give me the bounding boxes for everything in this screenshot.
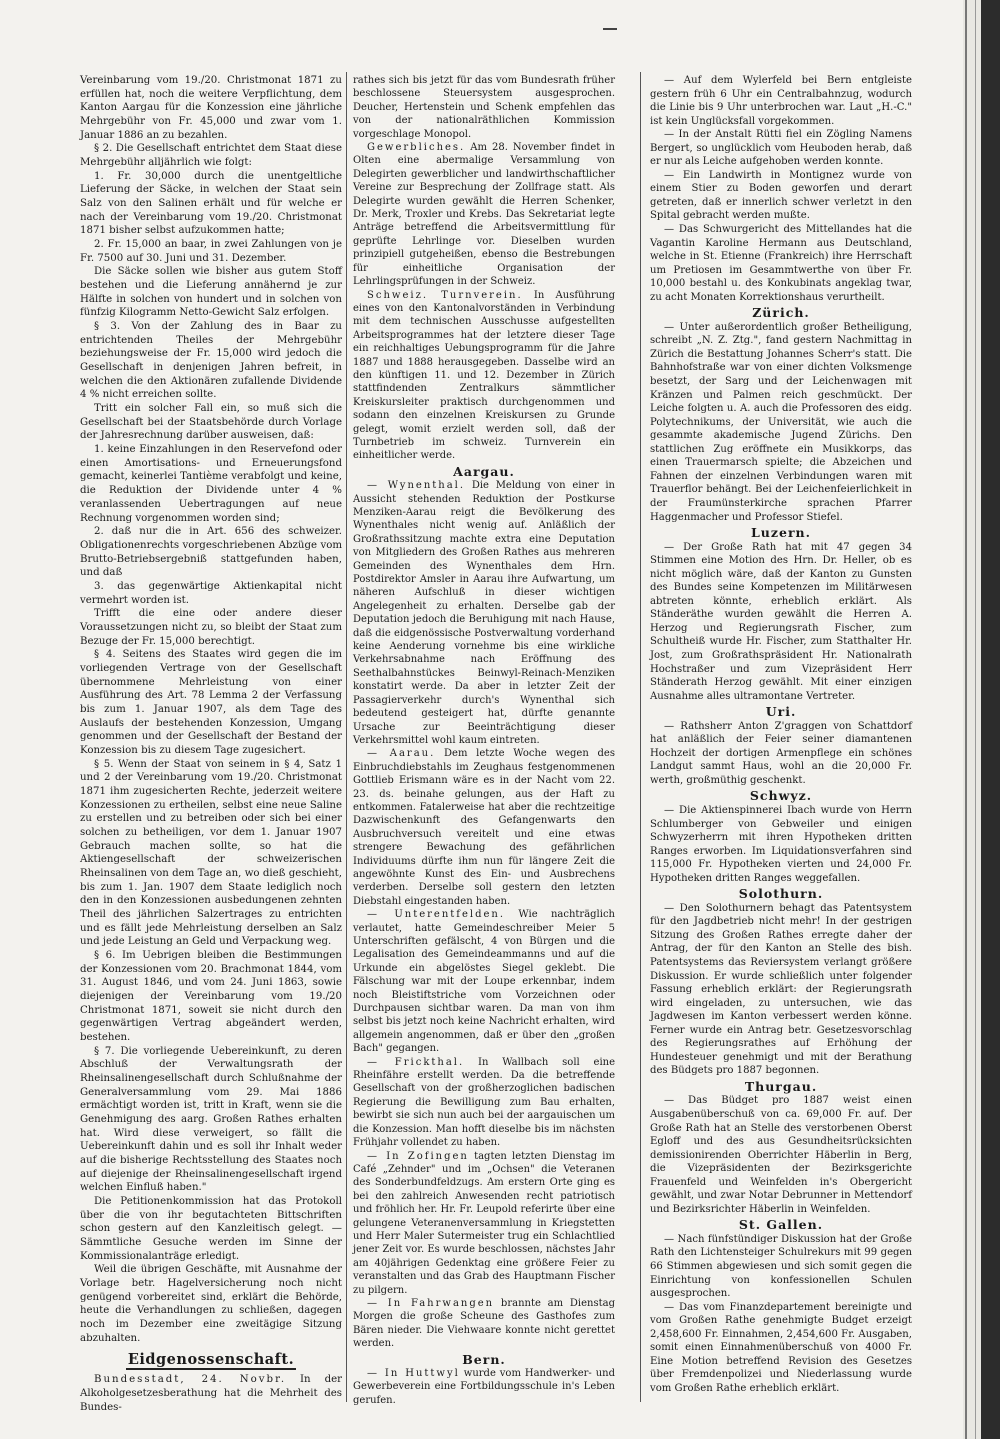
paragraph: — Ein Landwirth in Montignez wurde von einem Stier zu Boden geworfen und derart getreten, daß er innerlich schwer verletzt in den Spital gebracht werden mußte. bbox=[650, 169, 912, 222]
lead: Schweiz. Turnverein. bbox=[367, 289, 523, 301]
paragraph-text: In Wallbach soll eine Rheinfähre erstellt werden. Da die betreffende Gesellschaft von der großherzoglichen badischen Regierung die Bewilligung zum Bau erhalten, bewirbt sie sich nun auch bei der aargauischen um die Konzession. Man hofft dieselbe bis im nächsten Frühjahr vollendet zu haben. bbox=[353, 1056, 615, 1149]
paragraph: — In der Anstalt Rütti fiel ein Zögling Namens Bergert, so unglücklich vom Heuboden herab, daß er nur als Leiche aufgehoben werden konnte. bbox=[650, 129, 912, 168]
column-right bbox=[650, 74, 912, 1396]
column-rule-right bbox=[640, 72, 641, 1402]
dateline: Bundesstadt, 24. Novbr. bbox=[94, 1374, 287, 1386]
paragraph: § 5. Wenn der Staat von seinem in § 4, Satz 1 und 2 der Vereinbarung vom 19./20. Christmonat 1871 ihm zugesicherten Rechte, jederzeit weitere Konzessionen zu ertheilen, selbst eine neue Saline zu erstellen und zu betreiben oder sich bei einer solchen zu betheiligen, vor dem 1. Januar 1907 Gebrauch machen sollte, so hat die Aktiengesellschaft der schweizerischen Rheinsalinen von dem Tage an, wo dieß geschieht, bis zum 1. Jan. 1907 dem Staate lediglich noch den in den Konzessionen ausbedungenen zehnten Theil des jährlichen Salzertrages zu entrichten und es fällt jede Mehrleistung derselben an Salz und jede Leistung an Geld und Verpackung weg. bbox=[80, 758, 342, 948]
lead: Gewerbliches. bbox=[367, 142, 466, 154]
paragraph: 2. daß nur die in Art. 656 des schweizer. Obligationenrechts vorgeschriebenen Abzüge vom Brutto-Betriebsergebniß stattgefunden haben, und daß bbox=[80, 526, 342, 579]
paragraph: 2. Fr. 15,000 an baar, in zwei Zahlungen von je Fr. 7500 auf 30. Juni und 31. Dezember. bbox=[80, 239, 342, 264]
lead: — In Huttwyl bbox=[367, 1368, 460, 1379]
paragraph: rathes sich bis jetzt für das vom Bundesrath früher beschlossene Steuersystem ausgesprochen. Deucher, Hertenstein und Schenk empfehlen das von der nationalräthlichen Kommission vorgeschlage Monopol. bbox=[353, 75, 615, 140]
paragraph: — Die Aktienspinnerei Ibach wurde von Herrn Schlumberger von Gebweiler und einigen Schwyzerherrn mit ihren Hypotheken dritten Ranges erworben. Im Liquidationsverfahren sind 115,000 Fr. Hypotheken vierten und 24,000 Fr. Hypotheken dritten Ranges weggefallen. bbox=[650, 804, 912, 884]
paragraph: 3. das gegenwärtige Aktienkapital nicht vermehrt worden ist. bbox=[80, 580, 342, 606]
paragraph-text: brannte am Dienstag Morgen die große Scheune des Gasthofes zum Bären nieder. Die Viehwaare konnte nicht gerettet werden. bbox=[353, 1297, 615, 1350]
paragraph: Die Petitionenkommission hat das Protokoll über die von ihr begutachteten Bittschriften schon gestern auf den Kanzleitisch gelegt. — Sämmtliche Gesuche werden im Sinne der Kommissionalanträge erledigt. bbox=[80, 1196, 342, 1262]
paragraph bbox=[353, 747, 615, 908]
top-mark bbox=[603, 28, 617, 30]
paragraph bbox=[353, 479, 615, 747]
paragraph: Die Säcke sollen wie bisher aus gutem Stoff bestehen und die Lieferung annähernd je zur Hälfte in solchen von hundert und in solchen von fünfzig Kilogramm Netto-Gewicht Salz erfolgen. bbox=[80, 266, 342, 319]
column-left bbox=[80, 74, 342, 1414]
edge-line bbox=[975, 0, 976, 1439]
paragraph: — Rathsherr Anton Z'graggen von Schattdorf hat anläßlich der Feier seiner diamantenen Hochzeit der dortigen Armenpflege ein schönes Landgut sammt Haus, wohl an die 20,000 Fr. werth, großmüthig geschenkt. bbox=[650, 720, 912, 786]
paragraph bbox=[353, 908, 615, 1055]
paragraph: § 6. Im Uebrigen bleiben die Bestimmungen der Konzessionen vom 20. Brachmonat 1844, vom 31. August 1846, und vom 24. Juni 1863, sowie diejenigen der Vereinbarung vom 19./20 Christmonat 1871, soweit sie nicht durch den gegenwärtigen Vertrag abgeändert werden, bestehen. bbox=[80, 950, 342, 1044]
paragraph: Weil die übrigen Geschäfte, mit Ausnahme der Vorlage betr. Hagelversicherung noch nicht genügend vorbereitet sind, erklärt die Behörde, heute die Verhandlungen zu schließen, dagegen noch im Dezember eine zweitägige Sitzung abzuhalten. bbox=[80, 1264, 342, 1344]
lead: — In Zofingen bbox=[367, 1150, 469, 1162]
paragraph-text: tagten letzten Dienstag im Café „Zehnder" und im „Ochsen" die Veteranen des Sonderbundfeldzugs. Am erstern Orte ging es bei den zahlreich Anwesenden recht patriotisch und fröhlich her. Hr. Fr. Leupold referirte über eine gelungene Veteranenversammlung in Kriegstetten und Herr Maler Sutermeister trug ein Schlachtlied jener Zeit vor. Es wurde beschlossen, nächstes Jahr am 40jährigen Gedenktag eine größere Feier zu veranstalten und das Grab des Hauptmann Fischer zu pilgern. bbox=[353, 1150, 615, 1296]
paragraph-text: Dem letzte Woche wegen des Einbruchdiebstahls im Zeughaus festgenommenen Gottlieb Erismann wäre es in der Nacht vom 22. 23. ds. beinahe gelungen, aus der Haft zu entkommen. Fatalerweise hat aber die rechtzeitige Dazwischenkunft des Gefangenwarts den Ausbruchversuch vereitelt und eine etwas strengere Bewachung des gefährlichen Individuums dürfte ihm nun für längere Zeit die angewöhnte Kunst des Ein- und Ausbrechens verderben. Derselbe soll gestern den letzten Diebstahl eingestanden haben. bbox=[353, 748, 615, 907]
lead: — Aarau. bbox=[367, 748, 436, 760]
paragraph-text: Wie nachträglich verlautet, hatte Gemeindeschreiber Meier 5 Unterschriften gefälscht, 4 von Bürgen und die Legalisation des Gemeindeammanns und auf die Urkunde ein abgelöstes Siegel geklebt. Die Fälschung war mit der Loupe erkennbar, indem noch Bleistiftstriche vom Vorzeichnen oder Durchpausen sichtbar waren. Da man von ihm selbst bis jetzt noch keine Nachricht erhalten, wird allgemein angenommen, daß er über den „großen Bach" gegangen. bbox=[353, 909, 615, 1055]
paragraph bbox=[353, 1367, 615, 1407]
paragraph: Trifft die eine oder andere dieser Voraussetzungen nicht zu, so bleibt der Staat zum Bezuge der Fr. 15,000 berechtigt. bbox=[80, 608, 342, 647]
paragraph: 1. keine Einzahlungen in den Reservefond oder einen Amortisations- und Erneuerungsfond gemacht, keinerlei Tantième verabfolgt und keine, die Reduktion der Dividende unter 4 % veranlassenden Uebertragungen auf neue Rechnung vorgenommen worden sind; bbox=[80, 444, 342, 524]
canton-heading: Aargau. bbox=[453, 463, 515, 479]
paragraph: — Der Große Rath hat mit 47 gegen 34 Stimmen eine Motion des Hrn. Dr. Heller, ob es nicht möglich wäre, daß der Kanton zu Gunsten des Bundes seine Kompetenzen im Militärwesen abtreten könnte, erheblich erklärt. Als Ständeräthe wurden gewählt die Herren A. Herzog und Regierungsrath Fischer, zum Schultheiß wurde Hr. Fischer, zum Statthalter Hr. Jost, zum Großrathspräsident Hr. Nationalrath Hochstraßer und zum Vizepräsident Herr Ständerath Herzog gewählt. Mit einer einzigen Ausnahme alles ultramontane Vertreter. bbox=[650, 541, 912, 702]
paragraph: Tritt ein solcher Fall ein, so muß sich die Gesellschaft bei der Staatsbehörde durch Vorlage der Jahresrechnung darüber ausweisen, daß: bbox=[80, 403, 342, 442]
paragraph: § 4. Seitens des Staates wird gegen die im vorliegenden Vertrage von der Gesellschaft übernommene Mehrleistung von einer Ausführung des Art. 78 Lemma 2 der Verfassung bis zum 1. Januar 1907, als dem Tage des Auslaufs der bestehenden Konzession, Umgang genommen und der Gesellschaft der Bestand der Konzession bis zu diesem Tage zugesichert. bbox=[80, 649, 342, 756]
canton-heading: St. Gallen. bbox=[738, 1217, 824, 1233]
lead: — In Fahrwangen bbox=[367, 1297, 495, 1309]
column-rule-left bbox=[346, 72, 347, 1402]
lead: — Wynenthal. bbox=[367, 480, 466, 492]
lead: — Unterentfelden. bbox=[367, 909, 506, 921]
paragraph-text: wurde vom Handwerker- und Gewerbeverein eine Fortbildungsschule in's Leben gerufen. bbox=[353, 1368, 615, 1406]
paragraph: — Auf dem Wylerfeld bei Bern entgleiste gestern früh 6 Uhr ein Centralbahnzug, wodurch die Linie bis 9 Uhr unterbrochen war. Laut „H.-C." ist kein Unglücksfall vorgekommen. bbox=[650, 75, 912, 127]
paragraph bbox=[353, 1150, 615, 1297]
paragraph bbox=[80, 1373, 342, 1414]
canton-heading: Luzern. bbox=[751, 525, 811, 541]
paragraph-text: In der Alkoholgesetzesberathung hat die Mehrheit des Bundes- bbox=[80, 1374, 342, 1413]
paragraph: — Das vom Finanzdepartement bereinigte und vom Großen Rathe genehmigte Budget erzeigt 2,458,600 Fr. Einnahmen, 2,454,600 Fr. Ausgaben, somit einen Einnahmenüberschuß von 4000 Fr. Eine Motion betreffend Revision des Gesetzes über Fremdenpolizei und Niederlassung wurde vom Großen Rathe erheblich erklärt. bbox=[650, 1301, 912, 1394]
column-middle bbox=[353, 74, 615, 1407]
paragraph-text: Die Meldung von einer in Aussicht stehenden Reduktion der Postkurse Menziken-Aarau reigt die Bevölkerung des Wynenthales nicht wenig auf. Anläßlich der Großrathssitzung machte extra eine Deputation von Mitgliedern des Großen Rathes aus mehreren Gemeinden des Wynenthales dem Hrn. Postdirektor Amsler in Aarau ihre Aufwartung, um näheren Aufschluß in dieser wichtigen Angelegenheit zu erhalten. Derselbe gab der Deputation jedoch die Beruhigung mit nach Hause, daß die eidgenössische Postverwaltung vorderhand keine Aenderung vornehme bis eine wirkliche Verkehrsabnahme nach Eröffnung des Seethalbahnstückes Beinwyl-Reinach-Menziken konstatirt werde. Da aber in letzter Zeit der Passagierverkehr durch's Wynenthal sich bedeutend gesteigert hat, dürfte genannte Ursache zur Beeinträchtigung dieser Verkehrsmittel wohl kaum eintreten. bbox=[353, 480, 615, 746]
paragraph-text: In Ausführung eines von den Kantonalvorständen in Verbindung mit dem technischen Ausschusse aufgestellten Arbeitsprogrammes hat der letztere dieser Tage ein reichhaltiges Uebungsprogramm für die Jahre 1887 und 1888 herausgegeben. Dasselbe wird an den künftigen 11. und 12. Dezember in Zürich stattfindenden Zentralkurs sämmtlicher Kreiskursleiter praktisch durchgenommen und sodann den einzelnen Kreiskursen zu Grunde gelegt, womit erzielt werden soll, daß der Turnbetrieb im schweiz. Turnverein ein einheitlicher werde. bbox=[353, 289, 615, 462]
edge-shadow bbox=[981, 0, 1000, 1439]
canton-heading: Thurgau. bbox=[744, 1078, 818, 1094]
section-heading-text: Eidgenossenschaft. bbox=[127, 1351, 295, 1369]
canton-heading: Schwyz. bbox=[749, 788, 813, 804]
paragraph bbox=[353, 141, 615, 288]
paragraph bbox=[353, 289, 615, 463]
section-heading bbox=[80, 1353, 342, 1367]
paragraph-text: Am 28. November findet in Olten eine abermalige Versammlung von Delegirten gewerblicher und landwirthschaftlicher Vereine zur Besprechung der Zollfrage statt. Als Delegirte wurden gewählt die Herren Schenker, Dr. Merk, Troxler und Krebs. Das Sekretariat legte Anträge betreffend die Arbeitsvermittlung für geprüfte Lehrlinge vor. Dieselben wurden prinzipiell gutgeheißen, ebenso die Bestrebungen für einheitliche Organisation der Lehrlingsprüfungen in der Schweiz. bbox=[353, 142, 615, 288]
paragraph: — Unter außerordentlich großer Betheiligung, schreibt „N. Z. Ztg.", fand gestern Nachmittag in Zürich die Bestattung Johannes Scherr's statt. Die Bahnhofstraße war von einer dichten Volksmenge besetzt, der Sarg und der Leichenwagen mit Kränzen und Palmen reich geschmückt. Der Leiche folgten u. A. auch die Professoren des eidg. Polytechnikums, der Universität, wie auch die gesammte akademische Jugend Zürichs. Den stattlichen Zug eröffnete ein Musikkorps, das einen Trauermarsch spielte; die Abzeichen und Fahnen der einzelnen Verbindungen waren mit Trauerflor behängt. Bei der Leichenfeierlichkeit in der Fraumünsterkirche sprachen Pfarrer Haggenmacher und Professor Stiefel. bbox=[650, 321, 912, 523]
paragraph: § 7. Die vorliegende Uebereinkunft, zu deren Abschluß der Verwaltungsrath der Rheinsalinengesellschaft durch Schlußnahme der Generalversammlung vom 29. Mai 1886 ermächtigt worden ist, tritt in Kraft, wenn sie die Genehmigung des aarg. Großen Rathes erhalten hat. Wird diese verweigert, so fällt die Uebereinkunft dahin und es soll ihr Inhalt weder auf die bisherige Rechtsstellung des Staates noch auf diejenige der Rheinsalinengesellschaft irgend welchen Einfluß haben." bbox=[80, 1045, 342, 1194]
paragraph bbox=[353, 1297, 615, 1351]
paragraph: — Nach fünfstündiger Diskussion hat der Große Rath den Lichtensteiger Schulrekurs mit 99 gegen 66 Stimmen abgewiesen und sich somit gegen die Einrichtung von konfessionellen Schulen ausgesprochen. bbox=[650, 1233, 912, 1300]
paragraph: 1. Fr. 30,000 durch die unentgeltliche Lieferung der Säcke, in welchen der Staat sein Salz von den Salinen erhält und für welche er nach der Vereinbarung vom 19./20. Christmonat 1871 bisher selbst aufzukommen hatte; bbox=[80, 170, 342, 237]
paragraph: § 3. Von der Zahlung des in Baar zu entrichtenden Theiles der Mehrgebühr beziehungsweise der Fr. 15,000 wird jedoch die Gesellschaft in denjenigen Jahren befreit, in welchen die den Aktionären zufallende Dividende 4 % nicht erreichen sollte. bbox=[80, 321, 342, 401]
paragraph: — Das Büdget pro 1887 weist einen Ausgabenüberschuß von ca. 69,000 Fr. auf. Der Große Rath hat an Stelle des verstorbenen Oberst Egloff und des aus Gesundheitsrücksichten demissionirenden Oberrichter Häberlin in Berg, die Vizepräsidenten der Bezirksgerichte Frauenfeld und Weinfelden in's Obergericht gewählt, und zwar Notar Debrunner in Mettendorf und Bezirksrichter Häberlin in Weinfelden. bbox=[650, 1095, 912, 1215]
canton-heading: Zürich. bbox=[752, 305, 810, 321]
lead: — Frickthal. bbox=[367, 1056, 465, 1068]
paragraph: Vereinbarung vom 19./20. Christmonat 1871 zu erfüllen hat, noch die weitere Verpflichtung, dem Kanton Aargau für die Konzession eine jährliche Mehrgebühr von Fr. 45,000 und zwar vom 1. Januar 1886 an zu bezahlen. bbox=[80, 75, 342, 141]
canton-heading: Uri. bbox=[765, 704, 797, 720]
canton-heading: Bern. bbox=[462, 1351, 506, 1367]
canton-heading: Solothurn. bbox=[738, 886, 824, 902]
paragraph: — Das Schwurgericht des Mittellandes hat die Vagantin Karoline Hermann aus Deutschland, welche in St. Etienne (Frankreich) ihre Herrschaft um Pretiosen im Gesammtwerthe von über Fr. 10,000 bestahl u. des Konkubinats angeklag twar, zu acht Monaten Korrektionshaus verurtheilt. bbox=[650, 224, 912, 303]
paragraph bbox=[353, 1056, 615, 1150]
paragraph: § 2. Die Gesellschaft entrichtet dem Staat diese Mehrgebühr alljährlich wie folgt: bbox=[80, 143, 342, 169]
page-edge bbox=[963, 0, 1000, 1439]
paragraph: — Den Solothurnern behagt das Patentsystem für den Jagdbetrieb nicht mehr! In der gestrigen Sitzung des Großen Rathes erregte daher der Antrag, der für den Kanton an Stelle des bish. Patentsystems das Reviersystem verlangt größere Diskussion. Er wurde schließlich unter folgender Fassung erheblich erklärt: der Regierungsrath wird eingeladen, zu untersuchen, wie das Jagdwesen im Kanton verbessert werden könne. Ferner wurde ein Antrag betr. Gesetzesvorschlag des Regierungsrathes auf Erhöhung der Hundesteuer genehmigt und mit der Berathung des Büdgets pro 1887 begonnen. bbox=[650, 902, 912, 1077]
edge-line bbox=[965, 0, 967, 1439]
